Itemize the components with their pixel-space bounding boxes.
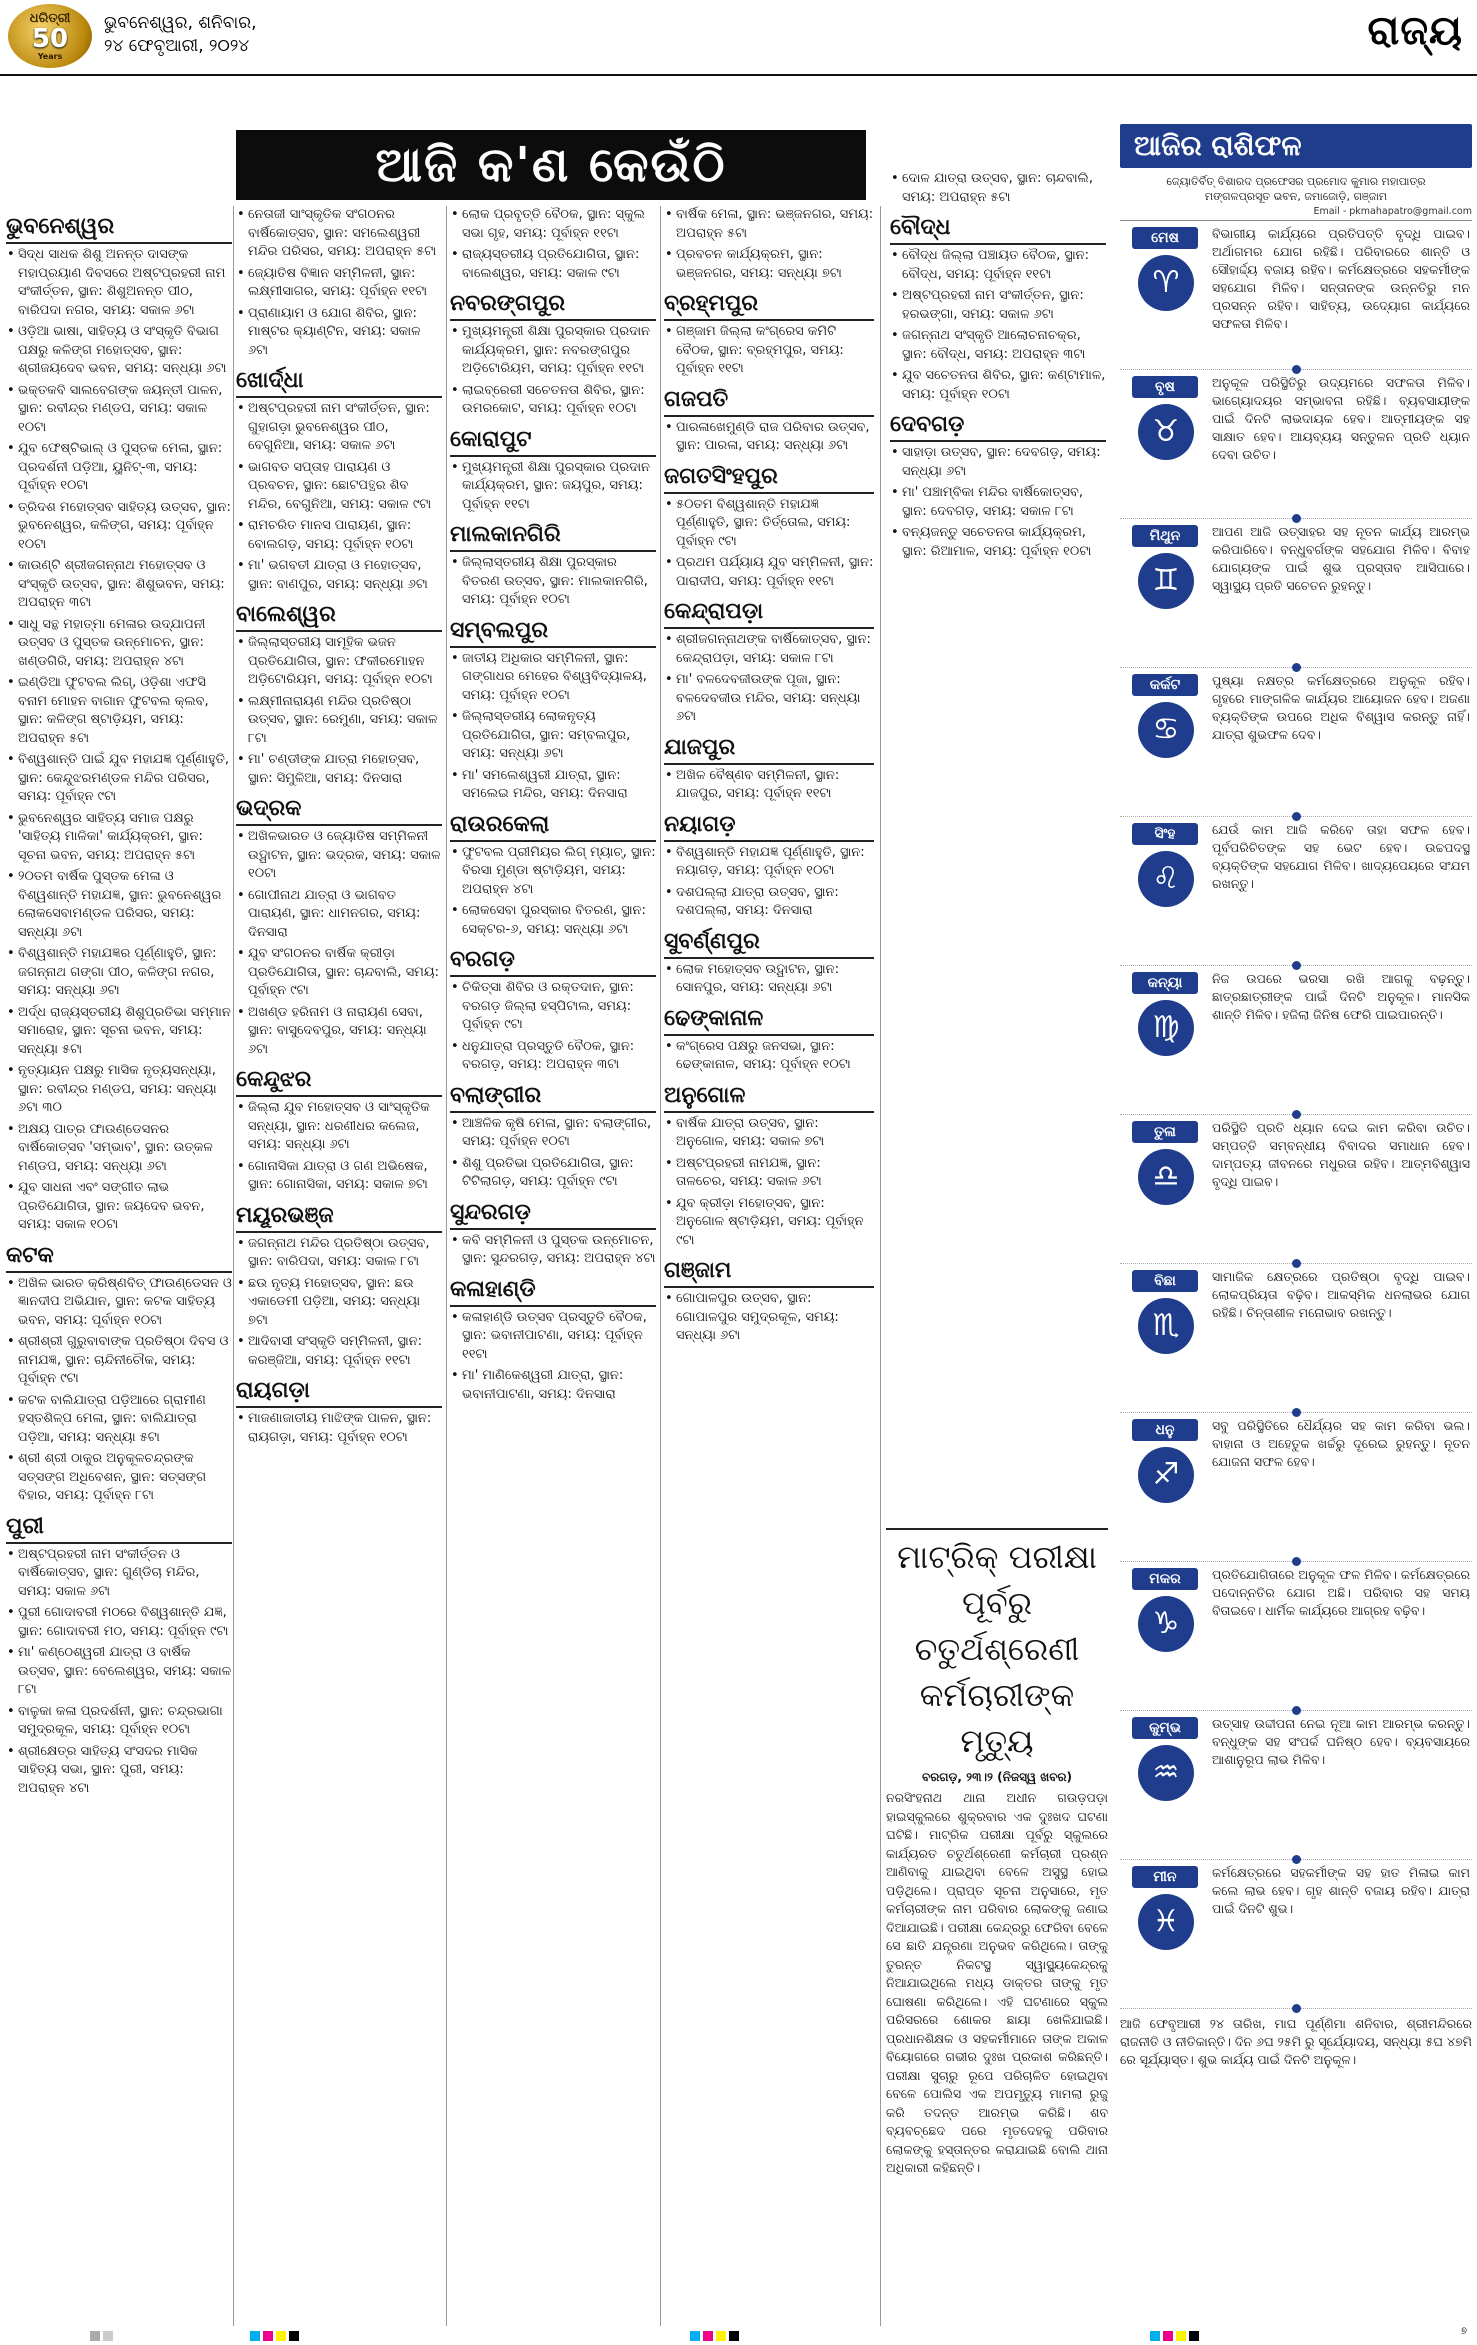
district-heading: ବୌଦ୍ଧ: [890, 213, 1106, 245]
event-item: • ଶ୍ରୀ ଶ୍ରୀ ଠାକୁର ଅନୁକୂଳଚନ୍ଦ୍ରଙ୍କ ସତ୍ସଙ୍ଗ ଅଧିବେଶନ, ସ୍ଥାନ: ସତ୍ସଙ୍ଗ ବିହାର, ସମୟ: ପୂର୍ବାହ୍ନ ୮ଟା: [6, 1450, 232, 1506]
column-divider: [880, 206, 881, 2326]
crab-icon: ♋: [1138, 702, 1194, 758]
page-number: ୭: [1460, 2326, 1467, 2337]
event-item: • ୫୦ତମ ବିଶ୍ୱଶାନ୍ତି ମହାଯଜ୍ଞ ପୂର୍ଣ୍ଣାହୁତି, ସ୍ଥାନ: ତିର୍ତ୍ତୋଲ, ସମୟ: ପୂର୍ବାହ୍ନ ୯ଟା: [664, 496, 874, 552]
print-footer: [0, 2326, 1477, 2339]
zodiac-sign: [1120, 1115, 1472, 1264]
event-item: • ଜିଲ୍ଲାସ୍ତରୀୟ ଲୋକନୃତ୍ୟ ପ୍ରତିଯୋଗିତା, ସ୍ଥାନ: ସମ୍ବଲପୁର, ସମୟ: ସନ୍ଧ୍ୟା ୬ଟା: [450, 708, 656, 764]
event-item: • ମା' ଚଣ୍ଡୀଙ୍କ ଯାତ୍ରା ମହୋତ୍ସବ, ସ୍ଥାନ: ସିମୁଳିଆ, ସମୟ: ଦିନସାରା: [236, 751, 442, 788]
event-item: • କବି ସମ୍ମିଳନୀ ଓ ପୁସ୍ତକ ଉନ୍ମୋଚନ, ସ୍ଥାନ: ସୁନ୍ଦରଗଡ଼, ସମୟ: ଅପରାହ୍ନ ୪ଟା: [450, 1232, 656, 1269]
event-item: • ବିଶ୍ୱଶାନ୍ତି ମହାଯଜ୍ଞ ପୂର୍ଣ୍ଣାହୁତି, ସ୍ଥାନ: ନୟାଗଡ଼, ସମୟ: ପୂର୍ବାହ୍ନ ୧୦ଟା: [664, 844, 874, 881]
event-item: • ଶିଶୁ ପ୍ରତିଭା ପ୍ରତିଯୋଗିତା, ସ୍ଥାନ: ଟିଟିଲାଗଡ଼, ସମୟ: ପୂର୍ବାହ୍ନ ୯ଟା: [450, 1155, 656, 1192]
events-column-2: [236, 206, 442, 2326]
event-item: • ଅଖଣ୍ଡ ହରିନାମ ଓ ନାରାୟଣ ସେବା, ସ୍ଥାନ: ବାସୁଦେବପୁର, ସମୟ: ସନ୍ଧ୍ୟା ୬ଟା: [236, 1004, 442, 1060]
event-item: • ଶ୍ରୀଶ୍ରୀ ଗୁରୁବାବାଙ୍କ ପ୍ରତିଷ୍ଠା ଦିବସ ଓ ନାମଯଜ୍ଞ, ସ୍ଥାନ: ଚାନ୍ଦିନୀଚୌକ, ସମୟ: ପୂର୍ବାହ୍ନ ୯ଟା: [6, 1333, 232, 1389]
event-item: • କାଉଣ୍ଟି ଶ୍ରୀଜଗନ୍ନାଥ ମହୋତ୍ସବ ଓ ସଂସ୍କୃତି ଉତ୍ସବ, ସ୍ଥାନ: ଶିଶୁଭବନ, ସମୟ: ଅପରାହ୍ନ ୩ଟା: [6, 557, 232, 613]
zodiac-name: କର୍କଟ: [1132, 674, 1198, 696]
event-item: • ଅର୍ଦ୍ଧ ରାଜ୍ୟସ୍ତରୀୟ ଶିଶୁପ୍ରତିଭା ସମ୍ମାନ ସମାରୋହ, ସ୍ଥାନ: ସୂଚନା ଭବନ, ସମୟ: ସନ୍ଧ୍ୟା ୫ଟା: [6, 1004, 232, 1060]
scorpion-icon: ♏: [1138, 1298, 1194, 1354]
column-divider: [660, 206, 661, 2326]
section-title: ରାଜ୍ୟ: [1367, 8, 1463, 54]
district-heading: କଳାହାଣ୍ଡି: [450, 1275, 656, 1307]
event-item: • ନୃତ୍ୟାୟନ ପକ୍ଷରୁ ମାସିକ ନୃତ୍ୟସନ୍ଧ୍ୟା, ସ୍ଥାନ: ରବୀନ୍ଦ୍ର ମଣ୍ଡପ, ସମୟ: ସନ୍ଧ୍ୟା ୬ଟା ୩୦: [6, 1062, 232, 1118]
zodiac-prediction: ଯେଉଁ କାମ ଆଜି କରିବେ ତାହା ସଫଳ ହେବ। ପୂର୍ବପରିଚିତଙ୍କ ସହ ଭେଟ ହେବ। ଉଚ୍ଚପଦସ୍ଥ ବ୍ୟକ୍ତିଙ୍କ ସହଯୋଗ ମିଳିବ। ଖାଦ୍ୟପେୟରେ ସଂଯମ ରଖନ୍ତୁ।: [1212, 822, 1470, 891]
district-heading: କୋରାପୁଟ: [450, 425, 656, 457]
news-headline: ମାଟ୍ରିକ୍ ପରୀକ୍ଷା ପୂର୍ବରୁ ଚତୁର୍ଥଶ୍ରେଣୀ କର୍ମଚାରୀଙ୍କ ମୃତ୍ୟୁ: [886, 1528, 1108, 1764]
event-item: • ଯୁବ ସଂଗଠନର ବାର୍ଷିକ କ୍ରୀଡ଼ା ପ୍ରତିଯୋଗିତା, ସ୍ଥାନ: ଚାନ୍ଦବାଲି, ସମୟ: ପୂର୍ବାହ୍ନ ୯ଟା: [236, 945, 442, 1001]
event-item: • ଫୁଟବଲ ପ୍ରୀମିୟର ଲିଗ୍ ମ୍ୟାଚ୍, ସ୍ଥାନ: ବିରସା ମୁଣ୍ଡା ଷ୍ଟାଡ଼ିୟମ, ସମୟ: ଅପରାହ୍ନ ୪ଟା: [450, 844, 656, 900]
district-heading: ବାଲେଶ୍ୱର: [236, 600, 442, 632]
events-column-5: [890, 170, 1106, 1510]
horoscope-title: ଆଜିର ରାଶିଫଳ: [1120, 124, 1472, 168]
color-registration-mark: [690, 2326, 742, 2336]
district-heading: ବଲାଙ୍ଗୀର: [450, 1081, 656, 1113]
district-heading: ନବରଙ୍ଗପୁର: [450, 289, 656, 321]
event-item: • ଆଞ୍ଚଳିକ କୃଷି ମେଳା, ସ୍ଥାନ: ବଲାଙ୍ଗୀର, ସମୟ: ପୂର୍ବାହ୍ନ ୧୦ଟା: [450, 1115, 656, 1152]
zodiac-prediction: ପୁଷ୍ୟା ନକ୍ଷତ୍ର କର୍ମକ୍ଷେତ୍ରରେ ଅନୁକୂଳ ରହିବ। ଗୃହରେ ମାଙ୍ଗଳିକ କାର୍ଯ୍ୟର ଆୟୋଜନ ହେବ। ଅଜଣା ବ୍ୟକ୍ତିଙ୍କ ଉପରେ ଅଧିକ ବିଶ୍ୱାସ କରନ୍ତୁ ନାହିଁ। ଯାତ୍ରା ଶୁଭଫଳ ଦେବ।: [1212, 673, 1470, 742]
district-heading: ରାଉରକେଲା: [450, 810, 656, 842]
news-story: [886, 1528, 1108, 2328]
event-item: • ନେତାଜୀ ସାଂସ୍କୃତିକ ସଂଗଠନର ବାର୍ଷିକୋତ୍ସବ, ସ୍ଥାନ: ସମଲେଶ୍ୱରୀ ମନ୍ଦିର ପରିସର, ସମୟ: ଅପରାହ୍ନ ୫ଟା: [236, 206, 442, 262]
zodiac-name: କୁମ୍ଭ: [1132, 1717, 1198, 1739]
almanac-note: ଆଜି ଫେବୃଆରୀ ୨୪ ତାରିଖ, ମାଘ ପୂର୍ଣ୍ଣିମା ଶନିବାର, ଶ୍ରୀମନ୍ଦିରରେ ରାଜନୀତି ଓ ନୀତିକାନ୍ତି। ଦିନ ୬ଘ ୨୫ମି ରୁ ସୂର୍ଯ୍ୟୋଦୟ, ସନ୍ଧ୍ୟା ୫ଘ ୪୭ମି ରେ ସୂର୍ଯ୍ୟାସ୍ତ। ଶୁଭ କାର୍ଯ୍ୟ ପାଇଁ ଦିନଟି ଅନୁକୂଳ।: [1120, 2016, 1472, 2067]
event-item: • ମୁଖ୍ୟମନ୍ତ୍ରୀ ଶିକ୍ଷା ପୁରସ୍କାର ପ୍ରଦାନ କାର୍ଯ୍ୟକ୍ରମ, ସ୍ଥାନ: ନବରଙ୍ଗପୁର ଅଡ଼ିଟୋରିୟମ, ସମୟ: ପୂର୍ବାହ୍ନ ୧୧ଟା: [450, 323, 656, 379]
zodiac-prediction: ଆପଣ ଆଜି ଉତ୍ସାହର ସହ ନୂତନ କାର୍ଯ୍ୟ ଆରମ୍ଭ କରିପାରିବେ। ବନ୍ଧୁବର୍ଗଙ୍କ ସହଯୋଗ ମିଳିବ। ବିବାହ ଯୋଗ୍ୟଙ୍କ ପାଇଁ ଶୁଭ ପ୍ରସ୍ତାବ ଆସିପାରେ। ସ୍ୱାସ୍ଥ୍ୟ ପ୍ରତି ସଚେତନ ରୁହନ୍ତୁ।: [1212, 524, 1470, 593]
event-item: • ସାଧୁ ସନ୍ଥ ମହାତ୍ମା ମେଳାର ଉଦ୍ଯାପନୀ ଉତ୍ସବ ଓ ପୁସ୍ତକ ଉନ୍ମୋଚନ, ସ୍ଥାନ: ଖଣ୍ଡଗିରି, ସମୟ: ଅପରାହ୍ନ ୪ଟା: [6, 616, 232, 672]
event-item: • ଜ୍ୟୋତିଷ ବିଜ୍ଞାନ ସମ୍ମିଳନୀ, ସ୍ଥାନ: ଲକ୍ଷ୍ମୀସାଗର, ସମୟ: ପୂର୍ବାହ୍ନ ୧୧ଟା: [236, 265, 442, 302]
color-registration-mark: [90, 2326, 116, 2336]
district-heading: ମୟୂରଭଞ୍ଜ: [236, 1201, 442, 1233]
zodiac-name: ଧନୁ: [1132, 1419, 1198, 1441]
event-item: • ମୁଖ୍ୟମନ୍ତ୍ରୀ ଶିକ୍ଷା ପୁରସ୍କାର ପ୍ରଦାନ କାର୍ଯ୍ୟକ୍ରମ, ସ୍ଥାନ: ଜୟପୁର, ସମୟ: ପୂର୍ବାହ୍ନ ୧୧ଟା: [450, 459, 656, 515]
district-heading: ସୁବର୍ଣ୍ଣପୁର: [664, 927, 874, 959]
event-item: • ମା' ପଞ୍ଚାମ୍ବିକା ମନ୍ଦିର ବାର୍ଷିକୋତ୍ସବ, ସ୍ଥାନ: ଦେବଗଡ଼, ସମୟ: ସକାଳ ୮ଟା: [890, 484, 1106, 521]
zodiac-prediction: ପ୍ରତିଯୋଗିତାରେ ଅନୁକୂଳ ଫଳ ମିଳିବ। କର୍ମକ୍ଷେତ୍ରରେ ପଦୋନ୍ନତିର ଯୋଗ ଅଛି। ପରିବାର ସହ ସମୟ ବିତାଇବେ। ଧାର୍ମିକ କାର୍ଯ୍ୟରେ ଆଗ୍ରହ ବଢ଼ିବ।: [1212, 1567, 1470, 1618]
zodiac-sign: [1120, 1413, 1472, 1562]
event-item: • ବୌଦ୍ଧ ଜିଲ୍ଲା ପଞ୍ଚାୟତ ବୈଠକ, ସ୍ଥାନ: ବୌଦ୍ଧ, ସମୟ: ପୂର୍ବାହ୍ନ ୧୧ଟା: [890, 247, 1106, 284]
lion-icon: ♌: [1138, 851, 1194, 907]
scales-icon: ♎: [1138, 1149, 1194, 1205]
event-item: • ଯୁବ ଫେଷ୍ଟିଭାଲ୍ ଓ ପୁସ୍ତକ ମେଳା, ସ୍ଥାନ: ପ୍ରଦର୍ଶନୀ ପଡ଼ିଆ, ୟୁନିଟ୍-୩, ସମୟ: ପୂର୍ବାହ୍ନ ୧୦ଟା: [6, 440, 232, 496]
event-item: • ଯୁବ ସାଧନା ଏବଂ ସଙ୍ଗୀତ ଲାଭ ପ୍ରତିଯୋଗିତା, ସ୍ଥାନ: ଜୟଦେବ ଭବନ, ସମୟ: ସକାଳ ୧୦ଟା: [6, 1179, 232, 1235]
district-heading: ଅନୁଗୋଳ: [664, 1081, 874, 1113]
zodiac-sign: [1120, 966, 1472, 1115]
column-divider: [233, 206, 234, 2326]
zodiac-prediction: ପରିସ୍ଥିତି ପ୍ରତି ଧ୍ୟାନ ଦେଇ କାମ କରିବା ଉଚିତ। ସମ୍ପତ୍ତି ସମ୍ବନ୍ଧୀୟ ବିବାଦର ସମାଧାନ ହେବ। ଦାମ୍ପତ୍ୟ ଜୀବନରେ ମଧୁରତା ରହିବ। ଆତ୍ମବିଶ୍ୱାସ ବୃଦ୍ଧି ପାଇବ।: [1212, 1120, 1470, 1189]
event-item: • ଚିକିତ୍ସା ଶିବିର ଓ ରକ୍ତଦାନ, ସ୍ଥାନ: ବରଗଡ଼ ଜିଲ୍ଲା ହସ୍ପିଟାଲ, ସମୟ: ପୂର୍ବାହ୍ନ ୯ଟା: [450, 979, 656, 1035]
zodiac-name: ସିଂହ: [1132, 823, 1198, 845]
district-heading: ଭଦ୍ରକ: [236, 794, 442, 826]
zodiac-name: ବିଛା: [1132, 1270, 1198, 1292]
district-heading: କେନ୍ଦୁଝର: [236, 1065, 442, 1097]
event-item: • ଅକ୍ଷୟ ପାତ୍ର ଫାଉଣ୍ଡେସନର ବାର୍ଷିକୋତ୍ସବ 'ସମ୍ଭାବ', ସ୍ଥାନ: ଉତ୍କଳ ମଣ୍ଡପ, ସମୟ: ସନ୍ଧ୍ୟା ୬ଟା: [6, 1121, 232, 1177]
district-heading: ବ୍ରହ୍ମପୁର: [664, 289, 874, 321]
event-item: • ଅଷ୍ଟପ୍ରହରୀ ନାମ ସଂକୀର୍ତ୍ତନ, ସ୍ଥାନ: ଗୁହାଗଡ଼ା ଭୁବନେଶ୍ୱର ପୀଠ, ବେଗୁନିଆ, ସମୟ: ସକାଳ ୬ଟା: [236, 400, 442, 456]
zodiac-sign: [1120, 668, 1472, 817]
zodiac-prediction: ଅନୁକୂଳ ପରିସ୍ଥିତିରୁ ଉଦ୍ୟମରେ ସଫଳତା ମିଳିବ। ଭାଗ୍ୟୋଦୟର ସମ୍ଭାବନା ରହିଛି। ବ୍ୟବସାୟୀଙ୍କ ପାଇଁ ଦିନଟି ଲାଭଦାୟକ ହେବ। ଆତ୍ମୀୟଙ୍କ ସହ ସାକ୍ଷାତ ହେବ। ଆୟବ୍ୟୟ ସନ୍ତୁଳନ ପ୍ରତି ଧ୍ୟାନ ଦେବା ଉଚିତ।: [1212, 375, 1470, 462]
event-item: • ଗଞ୍ଜାମ ଜିଲ୍ଲା କଂଗ୍ରେସ କମିଟି ବୈଠକ, ସ୍ଥାନ: ବ୍ରହ୍ମପୁର, ସମୟ: ପୂର୍ବାହ୍ନ ୧୧ଟା: [664, 323, 874, 379]
astrologer-credit: ଜ୍ୟୋତିର୍ବିତ୍ ବିଶାରଦ ପ୍ରଫେସର ପ୍ରମୋଦ କୁମାର ମହାପାତ୍ର ମଙ୍ଗଳପ୍ରସୂତ ଭବନ, ଜମାଜୋଡ଼ି, ଗଞ୍ଜାମ: [1166, 175, 1426, 203]
color-registration-mark: [250, 2326, 302, 2336]
twins-icon: ♊: [1138, 553, 1194, 609]
event-item: • ଭାଗବତ ସପ୍ତାହ ପାରାୟଣ ଓ ପ୍ରବଚନ, ସ୍ଥାନ: ଛୋଟପତ୍ଥର ଶିବ ମନ୍ଦିର, ବେଗୁନିଆ, ସମୟ: ସକାଳ ୯ଟା: [236, 459, 442, 515]
goat-icon: ♑: [1138, 1596, 1194, 1652]
event-item: • କଟକ ବାଲିଯାତ୍ରା ପଡ଼ିଆରେ ଗ୍ରାମୀଣ ହସ୍ତଶିଳ୍ପ ମେଳା, ସ୍ଥାନ: ବାଲିଯାତ୍ରା ପଡ଼ିଆ, ସମୟ: ସନ୍ଧ୍ୟା ୫ଟା: [6, 1392, 232, 1448]
event-item: • ଜଗନ୍ନାଥ ସଂସ୍କୃତି ଆଲୋଚନାଚକ୍ର, ସ୍ଥାନ: ବୌଦ୍ଧ, ସମୟ: ଅପରାହ୍ନ ୩ଟା: [890, 327, 1106, 364]
event-item: • ଜଗନ୍ନାଥ ମନ୍ଦିର ପ୍ରତିଷ୍ଠା ଉତ୍ସବ, ସ୍ଥାନ: ବାରିପଦା, ସମୟ: ସକାଳ ୮ଟା: [236, 1235, 442, 1272]
zodiac-name: ମିଥୁନ: [1132, 525, 1198, 547]
event-item: • ଶ୍ରୀକ୍ଷେତ୍ର ସାହିତ୍ୟ ସଂସଦର ମାସିକ ସାହିତ୍ୟ ସଭା, ସ୍ଥାନ: ପୁରୀ, ସମୟ: ଅପରାହ୍ନ ୪ଟା: [6, 1743, 232, 1799]
maiden-icon: ♍: [1138, 1000, 1194, 1056]
event-item: • ଅଷ୍ଟପ୍ରହରୀ ନାମଯଜ୍ଞ, ସ୍ଥାନ: ତାଳଚେର, ସମୟ: ସକାଳ ୬ଟା: [664, 1155, 874, 1192]
masthead: [0, 0, 1477, 78]
zodiac-prediction: କର୍ମକ୍ଷେତ୍ରରେ ସହକର୍ମୀଙ୍କ ସହ ହାତ ମିଳାଇ କାମ କଲେ ଲାଭ ହେବ। ଗୃହ ଶାନ୍ତି ବଜାୟ ରହିବ। ଯାତ୍ରା ପାଇଁ ଦିନଟି ଶୁଭ।: [1212, 1865, 1470, 1916]
zodiac-name: ମୀନ: [1132, 1866, 1198, 1888]
news-body: ନରସିଂହନାଥ ଥାନା ଅଧୀନ ଗଉଡ଼ପଡ଼ା ହାଇସ୍କୁଲରେ ଶୁକ୍ରବାର ଏକ ଦୁଃଖଦ ଘଟଣା ଘଟିଛି। ମାଟ୍ରିକ ପରୀକ୍ଷା ପୂର୍ବରୁ ସ୍କୁଲରେ କାର୍ଯ୍ୟରତ ଚତୁର୍ଥଶ୍ରେଣୀ କର୍ମଚାରୀ ପ୍ରଶ୍ନ ଆଣିବାକୁ ଯାଇଥିବା ବେଳେ ଅସୁସ୍ଥ ହୋଇ ପଡ଼ିଥିଲେ। ପ୍ରାପ୍ତ ସୂଚନା ଅନୁସାରେ, ମୃତ କର୍ମଚାରୀଙ୍କ ନାମ ପରିବାର ଲୋକଙ୍କୁ ଜଣାଇ ଦିଆଯାଇଛି। ପରୀକ୍ଷା କେନ୍ଦ୍ରରୁ ଫେରିବା ବେଳେ ସେ ଛାତି ଯନ୍ତ୍ରଣା ଅନୁଭବ କରିଥିଲେ। ତାଙ୍କୁ ତୁରନ୍ତ ନିକଟସ୍ଥ ସ୍ୱାସ୍ଥ୍ୟକେନ୍ଦ୍ରକୁ ନିଆଯାଇଥିଲେ ମଧ୍ୟ ଡାକ୍ତର ତାଙ୍କୁ ମୃତ ଘୋଷଣା କରିଥିଲେ। ଏହି ଘଟଣାରେ ସ୍କୁଲ ପରିସରରେ ଶୋକର ଛାୟା ଖେଳିଯାଇଛି। ପ୍ରଧାନଶିକ୍ଷକ ଓ ସହକର୍ମୀମାନେ ତାଙ୍କ ଅକାଳ ବିୟୋଗରେ ଗଭୀର ଦୁଃଖ ପ୍ରକାଶ କରିଛନ୍ତି। ପରୀକ୍ଷା ସୁଚାରୁ ରୂପେ ପରିଚାଳିତ ହୋଇଥିବା ବେଳେ ପୋଲିସ ଏକ ଅପମୃତ୍ୟୁ ମାମଲା ରୁଜୁ କରି ତଦନ୍ତ ଆରମ୍ଭ କରିଛି। ଶବ ବ୍ୟବଚ୍ଛେଦ ପରେ ମୃତଦେହକୁ ପରିବାର ଲୋକଙ୍କୁ ହସ୍ତାନ୍ତର କରାଯାଇଛି ବୋଲି ଥାନା ଅଧିକାରୀ କହିଛନ୍ତି।: [886, 1790, 1108, 2175]
event-item: • ଓଡ଼ିଆ ଭାଷା, ସାହିତ୍ୟ ଓ ସଂସ୍କୃତି ବିଭାଗ ପକ୍ଷରୁ କଳିଙ୍ଗ ମହୋତ୍ସବ, ସ୍ଥାନ: ଶ୍ରୀଜୟଦେବ ଭବନ, ସମୟ: ସନ୍ଧ୍ୟା ୬ଟା: [6, 323, 232, 379]
event-item: • ଜିଲ୍ଲାସ୍ତରୀୟ ସାମୂହିକ ଭଜନ ପ୍ରତିଯୋଗିତା, ସ୍ଥାନ: ଫକୀରମୋହନ ଅଡ଼ିଟୋରିୟମ, ସମୟ: ପୂର୍ବାହ୍ନ ୧୦ଟା: [236, 634, 442, 690]
event-item: • ବାଳୁକା କଳା ପ୍ରଦର୍ଶନୀ, ସ୍ଥାନ: ଚନ୍ଦ୍ରଭାଗା ସମୁଦ୍ରକୂଳ, ସମୟ: ପୂର୍ବାହ୍ନ ୧୦ଟା: [6, 1703, 232, 1740]
event-item: • ଜିଲ୍ଲା ଯୁବ ମହୋତ୍ସବ ଓ ସାଂସ୍କୃତିକ ସନ୍ଧ୍ୟା, ସ୍ଥାନ: ଧରଣୀଧର କଲେଜ, ସମୟ: ସନ୍ଧ୍ୟା ୬ଟା: [236, 1099, 442, 1155]
column-divider: [446, 206, 447, 2326]
news-dateline: ବରଗଡ଼, ୨୩।୨ (ନିଜସ୍ୱ ଖବର): [922, 1770, 1072, 1784]
district-heading: ପୁରୀ: [6, 1512, 232, 1544]
zodiac-prediction: ଉତ୍ସାହ ଉଦ୍ଦୀପନା ନେଇ ନୂଆ କାମ ଆରମ୍ଭ କରନ୍ତୁ। ବନ୍ଧୁଙ୍କ ସହ ସଂପର୍କ ଘନିଷ୍ଠ ହେବ। ବ୍ୟବସାୟରେ ଆଶାନୁରୂପ ଲାଭ ମିଳିବ।: [1212, 1716, 1470, 1767]
fish-icon: ♓: [1138, 1894, 1194, 1950]
zodiac-name: ତୁଳା: [1132, 1121, 1198, 1143]
event-item: • ଗୋନାସିକା ଯାତ୍ରା ଓ ଗଣ ଅଭିଷେକ, ସ୍ଥାନ: ଗୋନାସିକା, ସମୟ: ସକାଳ ୭ଟା: [236, 1158, 442, 1195]
event-item: • ଇଣ୍ଡିଆ ଫୁଟବଲ ଲିଗ୍, ଓଡ଼ିଶା ଏଫସି ବନାମ ମୋହନ ବାଗାନ ଫୁଟବଲ କ୍ଲବ, ସ୍ଥାନ: କଳିଙ୍ଗ ଷ୍ଟାଡ଼ିୟମ, ସମୟ: ଅପରାହ୍ନ ୫ଟା: [6, 674, 232, 748]
page-banner: ଆଜି କ'ଣ କେଉଁଠି: [236, 130, 866, 200]
event-item: • ଲୋକ ପ୍ରବୃତ୍ତି ବୈଠକ, ସ୍ଥାନ: ସ୍କୁଲ ସଭା ଗୃହ, ସମୟ: ପୂର୍ବାହ୍ନ ୧୧ଟା: [450, 206, 656, 243]
zodiac-prediction: ନିଜ ଉପରେ ଭରସା ରଖି ଆଗକୁ ବଢ଼ନ୍ତୁ। ଛାତ୍ରଛାତ୍ରୀଙ୍କ ପାଇଁ ଦିନଟି ଅନୁକୂଳ। ମାନସିକ ଶାନ୍ତି ମିଳିବ। ହଜିଲା ଜିନିଷ ଫେରି ପାଇପାରନ୍ତି।: [1212, 971, 1470, 1022]
event-item: • ବନ୍ୟଜନ୍ତୁ ସଚେତନତା କାର୍ଯ୍ୟକ୍ରମ, ସ୍ଥାନ: ରିଆମାଳ, ସମୟ: ପୂର୍ବାହ୍ନ ୧୦ଟା: [890, 524, 1106, 561]
event-item: • ପ୍ରାଣାୟାମ ଓ ଯୋଗ ଶିବିର, ସ୍ଥାନ: ମାଷ୍ଟର କ୍ୟାଣ୍ଟିନ, ସମୟ: ସକାଳ ୬ଟା: [236, 305, 442, 361]
district-heading: ଭୁବନେଶ୍ୱର: [6, 212, 232, 244]
event-item: • ବାର୍ଷିକ ମେଳା, ସ୍ଥାନ: ଭଞ୍ଜନଗର, ସମୟ: ଅପରାହ୍ନ ୫ଟା: [664, 206, 874, 243]
event-item: • ଜାତୀୟ ଅଧିକାର ସମ୍ମିଳନୀ, ସ୍ଥାନ: ଗଙ୍ଗାଧର ମେହେର ବିଶ୍ୱବିଦ୍ୟାଳୟ, ସମୟ: ପୂର୍ବାହ୍ନ ୧୦ଟା: [450, 650, 656, 706]
district-heading: ଜଗତସିଂହପୁର: [664, 462, 874, 494]
zodiac-prediction: ବିଭାଗୀୟ କାର୍ଯ୍ୟରେ ପ୍ରତିପତ୍ତି ବୃଦ୍ଧି ପାଇବ। ଅର୍ଥାଗମର ଯୋଗ ରହିଛି। ପରିବାରରେ ଶାନ୍ତି ଓ ସୌହାର୍ଦ୍ଦ୍ୟ ବଜାୟ ରହିବ। କର୍ମକ୍ଷେତ୍ରରେ ସହକର୍ମୀଙ୍କ ସହଯୋଗ ମିଳିବ। ସନ୍ତାନଙ୍କ ଉନ୍ନତିରୁ ମନ ପ୍ରସନ୍ନ ରହିବ। ସାହିତ୍ୟ, ଉଦ୍ୟୋଗ କାର୍ଯ୍ୟରେ ସଫଳତା ମିଳିବ।: [1212, 226, 1470, 331]
anniversary-logo: ଧରିତ୍ରୀ 50 Years: [8, 4, 92, 68]
event-item: • ଆଦିବାସୀ ସଂସ୍କୃତି ସମ୍ମିଳନୀ, ସ୍ଥାନ: କରଞ୍ଜିଆ, ସମୟ: ପୂର୍ବାହ୍ନ ୧୧ଟା: [236, 1333, 442, 1370]
zodiac-sign: [1120, 1711, 1472, 1860]
district-heading: କେନ୍ଦ୍ରାପଡ଼ା: [664, 597, 874, 629]
event-item: • ପୁରୀ ଗୋଦାବରୀ ମଠରେ ବିଶ୍ୱଶାନ୍ତି ଯଜ୍ଞ, ସ୍ଥାନ: ଗୋଦାବରୀ ମଠ, ସମୟ: ପୂର୍ବାହ୍ନ ୯ଟା: [6, 1604, 232, 1641]
horoscope-panel: [1120, 124, 1472, 2324]
event-item: • ଗୋପାଳପୁର ଉତ୍ସବ, ସ୍ଥାନ: ଗୋପାଳପୁର ସମୁଦ୍ରକୂଳ, ସମୟ: ସନ୍ଧ୍ୟା ୬ଟା: [664, 1290, 874, 1346]
event-item: • ମା' ସମଲେଶ୍ୱରୀ ଯାତ୍ରା, ସ୍ଥାନ: ସମଲେଇ ମନ୍ଦିର, ସମୟ: ଦିନସାରା: [450, 767, 656, 804]
zodiac-name: କନ୍ୟା: [1132, 972, 1198, 994]
event-item: • ମା' ଭଗବତୀ ଯାତ୍ରା ଓ ମହୋତ୍ସବ, ସ୍ଥାନ: ବାଣପୁର, ସମୟ: ସନ୍ଧ୍ୟା ୬ଟା: [236, 557, 442, 594]
district-heading: ସୁନ୍ଦରଗଡ଼: [450, 1198, 656, 1230]
event-item: • ଜିଲ୍ଲାସ୍ତରୀୟ ଶିକ୍ଷା ପୁରସ୍କାର ବିତରଣ ଉତ୍ସବ, ସ୍ଥାନ: ମାଲକାନଗିରି, ସମୟ: ପୂର୍ବାହ୍ନ ୧୦ଟା: [450, 554, 656, 610]
event-item: • ଭୁବନେଶ୍ୱର ସାହିତ୍ୟ ସମାଜ ପକ୍ଷରୁ 'ସାହିତ୍ୟ ମାଳିକା' କାର୍ଯ୍ୟକ୍ରମ, ସ୍ଥାନ: ସୂଚନା ଭବନ, ସମୟ: ଅପରାହ୍ନ ୫ଟା: [6, 810, 232, 866]
event-item: • ମା' କଣ୍ଠେଶ୍ୱରୀ ଯାତ୍ରା ଓ ବାର୍ଷିକ ଉତ୍ସବ, ସ୍ଥାନ: ବେଲେଶ୍ୱର, ସମୟ: ସକାଳ ୮ଟା: [6, 1644, 232, 1700]
zodiac-sign: [1120, 817, 1472, 966]
event-item: • ବାର୍ଷିକ ଯାତ୍ରା ଉତ୍ସବ, ସ୍ଥାନ: ଅନୁଗୋଳ, ସମୟ: ସକାଳ ୭ଟା: [664, 1115, 874, 1152]
event-item: • ସାହାଡ଼ା ଉତ୍ସବ, ସ୍ଥାନ: ଦେବଗଡ଼, ସମୟ: ସନ୍ଧ୍ୟା ୬ଟା: [890, 444, 1106, 481]
zodiac-prediction: ସବୁ ପରିସ୍ଥିତିରେ ଧୈର୍ଯ୍ୟର ସହ କାମ କରିବା ଭଲ। ବାହାନା ଓ ଅହେତୁକ ଖର୍ଚ୍ଚରୁ ଦୂରେଇ ରୁହନ୍ତୁ। ନୂତନ ଯୋଜନା ସଫଳ ହେବ।: [1212, 1418, 1470, 1469]
district-heading: ଗଞ୍ଜାମ: [664, 1256, 874, 1288]
district-heading: ମାଲକାନଗିରି: [450, 520, 656, 552]
event-item: • ଲୋକସେବା ପୁରସ୍କାର ବିତରଣ, ସ୍ଥାନ: ସେକ୍ଟର-୬, ସମୟ: ସନ୍ଧ୍ୟା ୬ଟା: [450, 902, 656, 939]
district-heading: କଟକ: [6, 1241, 232, 1273]
zodiac-sign: [1120, 370, 1472, 519]
district-heading: ଢେଙ୍କାନାଳ: [664, 1004, 874, 1036]
zodiac-sign: [1120, 1264, 1472, 1413]
event-item: • ଯୁବ ସଚେତନତା ଶିବିର, ସ୍ଥାନ: କଣ୍ଟାମାଳ, ସମୟ: ପୂର୍ବାହ୍ନ ୧୦ଟା: [890, 367, 1106, 404]
event-item: • ଲାଇବ୍ରେରୀ ସଚେତନତା ଶିବିର, ସ୍ଥାନ: ଉମରକୋଟ, ସମୟ: ପୂର୍ବାହ୍ନ ୧୦ଟା: [450, 382, 656, 419]
events-column-3: [450, 206, 656, 2326]
event-item: • ଯୁବ କ୍ରୀଡ଼ା ମହୋତ୍ସବ, ସ୍ଥାନ: ଅନୁଗୋଳ ଷ୍ଟାଡ଼ିୟମ, ସମୟ: ପୂର୍ବାହ୍ନ ୯ଟା: [664, 1195, 874, 1251]
event-item: • ତ୍ରିଦଶ ମହୋତ୍ସବ ସାହିତ୍ୟ ଉତ୍ସବ, ସ୍ଥାନ: ଭୁବନେଶ୍ୱର, କଳିଙ୍ଗ, ସମୟ: ପୂର୍ବାହ୍ନ ୧୦ଟା: [6, 499, 232, 555]
events-column-1: [6, 206, 232, 2326]
event-item: • ମା' ବଳଦେବଜୀଉଙ୍କ ପୂଜା, ସ୍ଥାନ: ବଳଦେବଜୀଉ ମନ୍ଦିର, ସମୟ: ସନ୍ଧ୍ୟା ୬ଟା: [664, 671, 874, 727]
zodiac-name: ମକର: [1132, 1568, 1198, 1590]
event-item: • ରାମଚରିତ ମାନସ ପାରାୟଣ, ସ୍ଥାନ: ବୋଲଗଡ଼, ସମୟ: ପୂର୍ବାହ୍ନ ୧୦ଟା: [236, 517, 442, 554]
astrologer-email: Email - pkmahapatro@gmail.com: [1120, 206, 1472, 221]
top-rule: [0, 74, 1477, 76]
event-item: • ଅଷ୍ଟପ୍ରହରୀ ନାମ ସଂକୀର୍ତ୍ତନ, ସ୍ଥାନ: ହରଭଙ୍ଗା, ସମୟ: ସକାଳ ୬ଟା: [890, 287, 1106, 324]
district-heading: ଦେବଗଡ଼: [890, 410, 1106, 442]
dateline: ଭୁବନେଶ୍ୱର, ଶନିବାର, ୨୪ ଫେବୃଆରୀ, ୨୦୨୪: [104, 13, 257, 56]
event-item: • ମା' ମାଣିକେଶ୍ୱରୀ ଯାତ୍ରା, ସ୍ଥାନ: ଭବାନୀପାଟଣା, ସମୟ: ଦିନସାରା: [450, 1367, 656, 1404]
event-item: • କଳାହାଣ୍ଡି ଉତ୍ସବ ପ୍ରସ୍ତୁତି ବୈଠକ, ସ୍ଥାନ: ଭବାନୀପାଟଣା, ସମୟ: ପୂର୍ବାହ୍ନ ୧୧ଟା: [450, 1309, 656, 1365]
zodiac-name: ମେଷ: [1132, 227, 1198, 249]
event-item: • ରାଜ୍ୟସ୍ତରୀୟ ପ୍ରତିଯୋଗିତା, ସ୍ଥାନ: ବାଲେଶ୍ୱର, ସମୟ: ସକାଳ ୯ଟା: [450, 246, 656, 283]
event-item: • ଅଖିଳ ଭାରତ କ୍ରିଷ୍ଣବିତ୍ ଫାଉଣ୍ଡେସନ ଓ ଜ୍ଞାନଦୀପ ଅଭିଯାନ, ସ୍ଥାନ: କଟକ ସାହିତ୍ୟ ଭବନ, ସମୟ: ପୂର୍ବାହ୍ନ ୧୦ଟା: [6, 1275, 232, 1331]
district-heading: ଖୋର୍ଦ୍ଧା: [236, 366, 442, 398]
events-column-4: [664, 206, 874, 2326]
divider-dot: [1292, 2004, 1301, 2013]
zodiac-name: ବୃଷ: [1132, 376, 1198, 398]
zodiac-sign: [1120, 519, 1472, 668]
event-item: • ଧନୁଯାତ୍ରା ପ୍ରସ୍ତୁତି ବୈଠକ, ସ୍ଥାନ: ବରଗଡ଼, ସମୟ: ଅପରାହ୍ନ ୩ଟା: [450, 1038, 656, 1075]
event-item: • ଲକ୍ଷ୍ମୀନାରାୟଣ ମନ୍ଦିର ପ୍ରତିଷ୍ଠା ଉତ୍ସବ, ସ୍ଥାନ: ରେମୁଣା, ସମୟ: ସକାଳ ୮ଟା: [236, 693, 442, 749]
district-heading: ଯାଜପୁର: [664, 733, 874, 765]
event-item: • ୨୦ତମ ବାର୍ଷିକ ପୁସ୍ତକ ମେଳା ଓ ବିଶ୍ୱଶାନ୍ତି ମହାଯଜ୍ଞ, ସ୍ଥାନ: ଭୁବନେଶ୍ୱର ଲୋକସେବାମଣ୍ଡଳ ପରିସର, ସମୟ: ସନ୍ଧ୍ୟା ୬ଟା: [6, 868, 232, 942]
district-heading: ସମ୍ବଲପୁର: [450, 616, 656, 648]
event-item: • ଅଖିଳଭାରତ ଓ ଜ୍ୟୋତିଷ ସମ୍ମିଳନୀ ଉଦ୍ଘାଟନ, ସ୍ଥାନ: ଭଦ୍ରକ, ସମୟ: ସକାଳ ୧୦ଟା: [236, 828, 442, 884]
zodiac-sign: [1120, 221, 1472, 370]
zodiac-prediction: ସାମାଜିକ କ୍ଷେତ୍ରରେ ପ୍ରତିଷ୍ଠା ବୃଦ୍ଧି ପାଇବ। ଲୋକପ୍ରିୟତା ବଢ଼ିବ। ଆକସ୍ମିକ ଧନଲାଭର ଯୋଗ ରହିଛି। ଚିନ୍ତାଶୀଳ ମନୋଭାବ ରଖନ୍ତୁ।: [1212, 1269, 1470, 1320]
zodiac-sign: [1120, 1860, 1472, 2009]
event-item: • ଦୋଳ ଯାତ୍ରା ଉତ୍ସବ, ସ୍ଥାନ: ଚାନ୍ଦବାଲି, ସମୟ: ଅପରାହ୍ନ ୫ଟା: [890, 170, 1106, 207]
event-item: • ଲୋକ ମହୋତ୍ସବ ଉଦ୍ଘାଟନ, ସ୍ଥାନ: ସୋନପୁର, ସମୟ: ସନ୍ଧ୍ୟା ୬ଟା: [664, 961, 874, 998]
bull-icon: ♉: [1138, 404, 1194, 460]
water-bearer-icon: ♒: [1138, 1745, 1194, 1801]
archer-icon: ♐: [1138, 1447, 1194, 1503]
ram-icon: ♈: [1138, 255, 1194, 311]
event-item: • ମାଜଣାଜାତୀୟ ମାଝିଙ୍କ ପାଳନ, ସ୍ଥାନ: ରାୟଗଡ଼ା, ସମୟ: ପୂର୍ବାହ୍ନ ୧୦ଟା: [236, 1410, 442, 1447]
event-item: • ପ୍ରଥମ ପର୍ଯ୍ୟାୟ ଯୁବ ସମ୍ମିଳନୀ, ସ୍ଥାନ: ପାରାଦୀପ, ସମୟ: ପୂର୍ବାହ୍ନ ୧୧ଟା: [664, 554, 874, 591]
event-item: • ଅଷ୍ଟପ୍ରହରୀ ନାମ ସଂକୀର୍ତ୍ତନ ଓ ବାର୍ଷିକୋତ୍ସବ, ସ୍ଥାନ: ଗୁଣ୍ଡିଚା ମନ୍ଦିର, ସମୟ: ସକାଳ ୬ଟା: [6, 1546, 232, 1602]
district-heading: ଗଜପତି: [664, 385, 874, 417]
event-item: • ବିଶ୍ୱଶାନ୍ତି ପାଇଁ ଯୁବ ମହାଯଜ୍ଞ ପୂର୍ଣ୍ଣାହୁତି, ସ୍ଥାନ: କେନ୍ଦୁଝରମଣ୍ଡଳ ମନ୍ଦିର ପରିସର, ସମୟ: ପୂର୍ବାହ୍ନ ୯ଟା: [6, 751, 232, 807]
event-item: • ଅଖିଳ ବୈଷ୍ଣବ ସମ୍ମିଳନୀ, ସ୍ଥାନ: ଯାଜପୁର, ସମୟ: ପୂର୍ବାହ୍ନ ୧୧ଟା: [664, 767, 874, 804]
event-item: • ବିଶ୍ୱଶାନ୍ତି ମହାଯଜ୍ଞର ପୂର୍ଣ୍ଣାହୁତି, ସ୍ଥାନ: ଜଗନ୍ନାଥ ଗଙ୍ଗା ପୀଠ, କଳିଙ୍ଗ ନଗର, ସମୟ: ସନ୍ଧ୍ୟା ୬ଟା: [6, 945, 232, 1001]
event-item: • ସିଦ୍ଧ ସାଧକ ଶିଶୁ ଅନନ୍ତ ଦାସଙ୍କ ମହାପ୍ରୟାଣ ଦିବସରେ ଅଷ୍ଟପ୍ରହରୀ ନାମ ସଂକୀର୍ତ୍ତନ, ସ୍ଥାନ: ଶିଶୁଅନନ୍ତ ପୀଠ, ବାରିପଦା ନଗର, ସମୟ: ସକାଳ ୬ଟା: [6, 246, 232, 320]
event-item: • ଦଶପଲ୍ଲା ଯାତ୍ରା ଉତ୍ସବ, ସ୍ଥାନ: ଦଶପଲ୍ଲା, ସମୟ: ଦିନସାରା: [664, 884, 874, 921]
event-item: • ଛଉ ନୃତ୍ୟ ମହୋତ୍ସବ, ସ୍ଥାନ: ଛଉ ଏକାଡେମୀ ପଡ଼ିଆ, ସମୟ: ସନ୍ଧ୍ୟା ୭ଟା: [236, 1275, 442, 1331]
event-item: • କଂଗ୍ରେସ ପକ୍ଷରୁ ଜନସଭା, ସ୍ଥାନ: ଢେଙ୍କାନାଳ, ସମୟ: ପୂର୍ବାହ୍ନ ୧୦ଟା: [664, 1038, 874, 1075]
event-item: • ଶ୍ରୀଜଗନ୍ନାଥଙ୍କ ବାର୍ଷିକୋତ୍ସବ, ସ୍ଥାନ: କେନ୍ଦ୍ରାପଡ଼ା, ସମୟ: ସକାଳ ୮ଟା: [664, 631, 874, 668]
event-item: • ଭକ୍ତକବି ସାଲବେଗଙ୍କ ଜୟନ୍ତୀ ପାଳନ, ସ୍ଥାନ: ରବୀନ୍ଦ୍ର ମଣ୍ଡପ, ସମୟ: ସକାଳ ୧୦ଟା: [6, 382, 232, 438]
zodiac-list: [1120, 221, 1472, 2009]
district-heading: ନୟାଗଡ଼: [664, 810, 874, 842]
event-item: • ଗୋପୀନାଥ ଯାତ୍ରା ଓ ଭାଗବତ ପାରାୟଣ, ସ୍ଥାନ: ଧାମନଗର, ସମୟ: ଦିନସାରା: [236, 887, 442, 943]
color-registration-mark: [1150, 2326, 1202, 2336]
event-item: • ପାରଳାଖେମୁଣ୍ଡି ରାଜ ପରିବାର ଉତ୍ସବ, ସ୍ଥାନ: ପାରଳା, ସମୟ: ସନ୍ଧ୍ୟା ୬ଟା: [664, 419, 874, 456]
district-heading: ବରଗଡ଼: [450, 945, 656, 977]
event-item: • ପ୍ରବଚନ କାର୍ଯ୍ୟକ୍ରମ, ସ୍ଥାନ: ଭଞ୍ଜନଗର, ସମୟ: ସନ୍ଧ୍ୟା ୭ଟା: [664, 246, 874, 283]
district-heading: ରାୟଗଡ଼ା: [236, 1376, 442, 1408]
zodiac-sign: [1120, 1562, 1472, 1711]
